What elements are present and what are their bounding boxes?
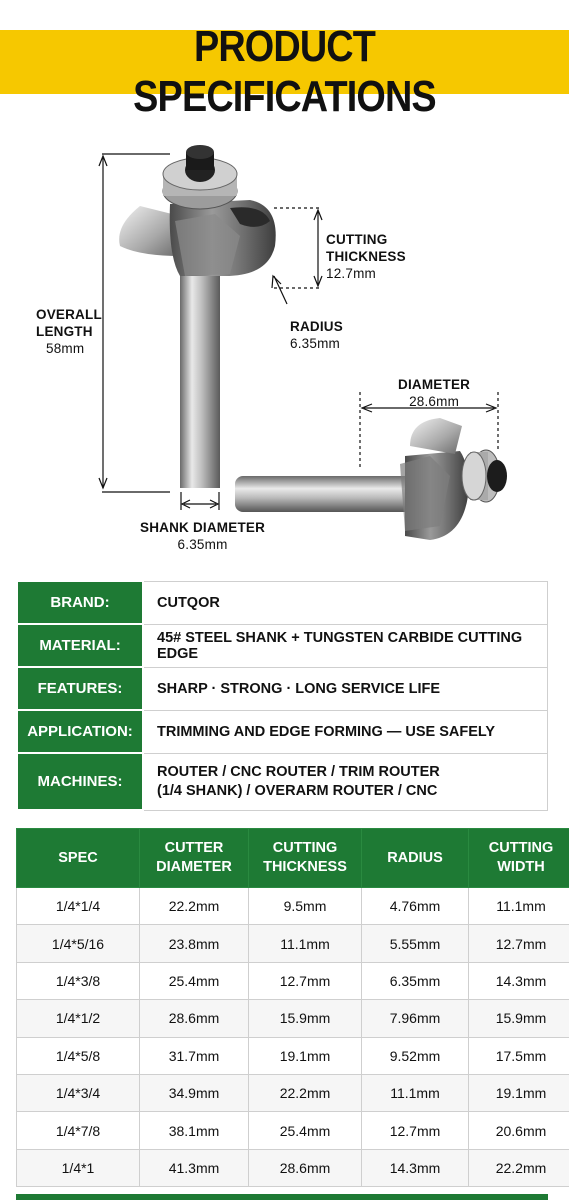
cutting-thickness-label: CUTTING THICKNESS 12.7mm	[326, 232, 406, 281]
table-row	[17, 1149, 569, 1186]
table-cell: 11.1mm	[469, 888, 569, 925]
table-cell: 15.9mm	[249, 1000, 362, 1037]
col-header-cutting-thickness: CUTTING THICKNESS	[249, 829, 362, 888]
diameter-label: DIAMETER 28.6mm	[398, 377, 471, 409]
info-value: 45# STEEL SHANK + TUNGSTEN CARBIDE CUTTING EDGE	[143, 624, 548, 667]
info-key: APPLICATION:	[17, 710, 143, 753]
table-cell: 38.1mm	[140, 1112, 249, 1149]
table-cell: 1/4*3/4	[17, 1074, 140, 1111]
horizontal-bit-icon	[235, 418, 507, 540]
info-value: ROUTER / CNC ROUTER / TRIM ROUTER (1/4 SHANK) / OVERARM ROUTER / CNC	[143, 753, 548, 810]
table-cell: 31.7mm	[140, 1037, 249, 1074]
table-cell: 5.55mm	[362, 925, 469, 962]
table-cell: 19.1mm	[469, 1074, 569, 1111]
table-row	[17, 925, 569, 962]
header-banner	[0, 0, 569, 121]
table-cell: 15.9mm	[469, 1000, 569, 1037]
table-cell: 28.6mm	[140, 1000, 249, 1037]
info-row-brand	[17, 581, 548, 624]
table-cell: 1/4*1/4	[17, 888, 140, 925]
info-key: MATERIAL:	[17, 624, 143, 667]
table-cell: 25.4mm	[249, 1112, 362, 1149]
table-cell: 34.9mm	[140, 1074, 249, 1111]
info-key: FEATURES:	[17, 667, 143, 710]
table-cell: 11.1mm	[362, 1074, 469, 1111]
overall-length-label: OVERALL LENGTH 58mm	[36, 307, 102, 356]
table-row	[17, 1000, 569, 1037]
table-cell: 7.96mm	[362, 1000, 469, 1037]
table-cell: 12.7mm	[249, 962, 362, 999]
table-cell: 14.3mm	[469, 962, 569, 999]
col-header-cutting-width: CUTTING WIDTH	[469, 829, 569, 888]
table-cell: 25.4mm	[140, 962, 249, 999]
table-cell: 6.35mm	[362, 962, 469, 999]
table-cell: 12.7mm	[362, 1112, 469, 1149]
info-row-application	[17, 710, 548, 753]
table-cell: 1/4*5/8	[17, 1037, 140, 1074]
info-value: SHARP · STRONG · LONG SERVICE LIFE	[143, 667, 548, 710]
table-cell: 1/4*5/16	[17, 925, 140, 962]
info-value: CUTQOR	[143, 581, 548, 624]
radius-label: RADIUS 6.35mm	[290, 319, 343, 351]
table-cell: 17.5mm	[469, 1037, 569, 1074]
table-cell: 23.8mm	[140, 925, 249, 962]
spec-table	[16, 828, 569, 1187]
table-row	[17, 962, 569, 999]
table-row	[17, 888, 569, 925]
table-cell: 19.1mm	[249, 1037, 362, 1074]
info-key: BRAND:	[17, 581, 143, 624]
table-cell: 22.2mm	[140, 888, 249, 925]
table-row	[17, 1074, 569, 1111]
col-header-spec: SPEC	[17, 829, 140, 888]
info-row-features	[17, 667, 548, 710]
table-cell: 1/4*7/8	[17, 1112, 140, 1149]
table-cell: 28.6mm	[249, 1149, 362, 1186]
col-header-radius: RADIUS	[362, 829, 469, 888]
table-cell: 11.1mm	[249, 925, 362, 962]
table-cell: 22.2mm	[469, 1149, 569, 1186]
bottom-bar	[16, 1194, 548, 1200]
table-row	[17, 1037, 569, 1074]
table-cell: 1/4*1/2	[17, 1000, 140, 1037]
spec-header-row	[17, 829, 569, 888]
page-title: PRODUCT SPECIFICATIONS	[133, 22, 436, 121]
table-cell: 1/4*3/8	[17, 962, 140, 999]
table-cell: 22.2mm	[249, 1074, 362, 1111]
shank-diameter-label: SHANK DIAMETER 6.35mm	[140, 520, 266, 552]
table-cell: 12.7mm	[469, 925, 569, 962]
spec-table-body	[17, 888, 569, 1187]
info-value: TRIMMING AND EDGE FORMING — USE SAFELY	[143, 710, 548, 753]
table-cell: 41.3mm	[140, 1149, 249, 1186]
table-cell: 14.3mm	[362, 1149, 469, 1186]
info-row-material	[17, 624, 548, 667]
info-key: MACHINES:	[17, 753, 143, 810]
table-cell: 20.6mm	[469, 1112, 569, 1149]
table-cell: 9.5mm	[249, 888, 362, 925]
info-row-machines	[17, 753, 548, 810]
table-cell: 1/4*1	[17, 1149, 140, 1186]
product-info-table	[16, 580, 548, 811]
table-cell: 4.76mm	[362, 888, 469, 925]
table-row	[17, 1112, 569, 1149]
table-cell: 9.52mm	[362, 1037, 469, 1074]
col-header-cutter-diameter: CUTTER DIAMETER	[140, 829, 249, 888]
vertical-bit-icon	[119, 145, 276, 488]
